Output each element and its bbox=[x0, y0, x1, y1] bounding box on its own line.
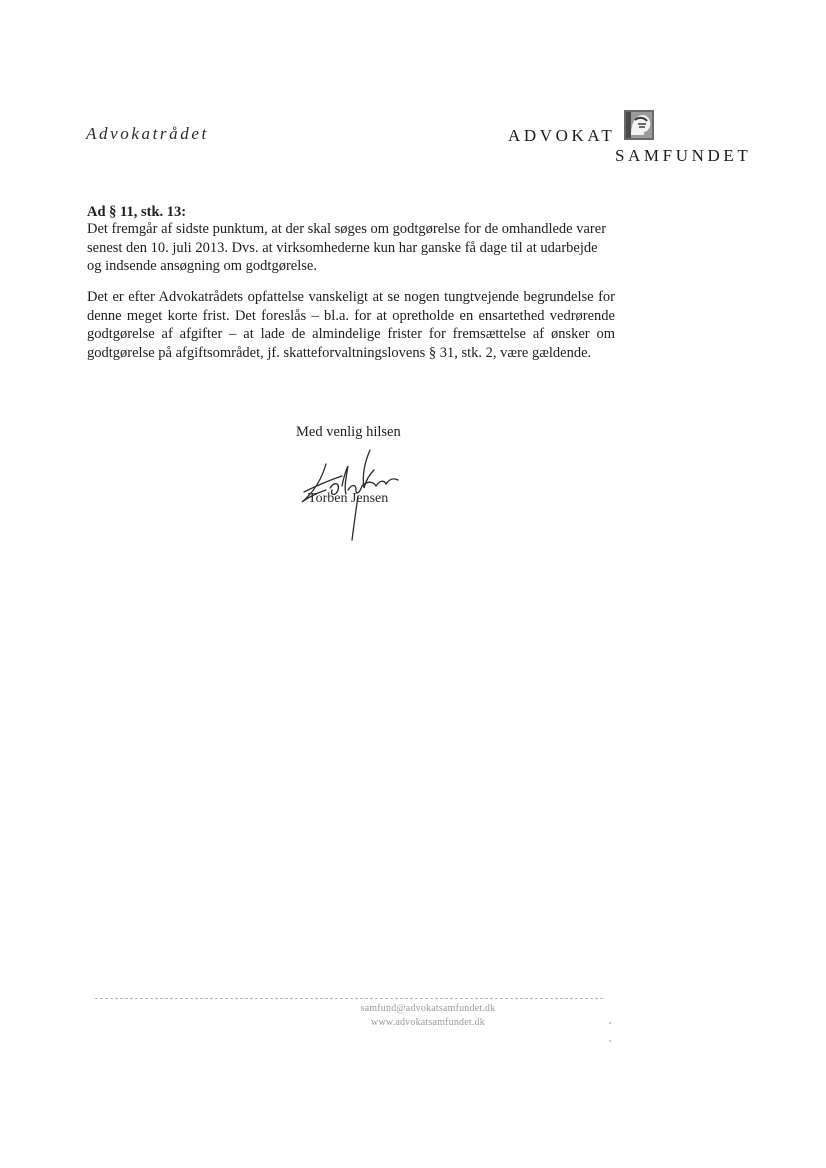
footer-website: www.advokatsamfundet.dk bbox=[371, 1017, 485, 1028]
logo-word-samfundet: SAMFUNDET bbox=[615, 146, 752, 165]
signer-name: Torben Jensen bbox=[308, 491, 389, 506]
footer-divider bbox=[95, 998, 603, 999]
closing-greeting: Med venlig hilsen bbox=[296, 424, 401, 440]
footer-email: samfund@advokatsamfundet.dk bbox=[360, 1003, 496, 1014]
paragraph-deadline: Det fremgår af sidste punktum, at der skal søges om godtgørelse for de omhandlede varer senest den 10. juli 2013. Dvs. at virksomhederne kun har ganske få dage til at udarbejde og indsende ansøgning om godtgørelse. bbox=[87, 221, 607, 275]
scan-speck bbox=[609, 1040, 611, 1042]
advokatsamfundet-logo bbox=[508, 108, 758, 168]
logo-word-advokat: ADVOKAT bbox=[508, 126, 616, 145]
council-name: Advokatrådet bbox=[86, 124, 209, 143]
paragraph-opinion: Det er efter Advokatrådets opfattelse vanskeligt at se nogen tungtvejende begrundelse for denne meget korte frist. Det foreslås – bl.a. for at opretholde en ensartethed vedrørende godtgørelse af afgifter – at lade de almindelige frister for fremsættelse af ønsker om godtgørelse på afgiftsområdet, jf. skatteforvaltningslovens § 31, stk. 2, være gældende. bbox=[87, 289, 615, 361]
helmet-emblem-icon bbox=[622, 108, 656, 142]
scan-speck bbox=[609, 1022, 611, 1024]
section-heading: Ad § 11, stk. 13: bbox=[87, 204, 187, 220]
